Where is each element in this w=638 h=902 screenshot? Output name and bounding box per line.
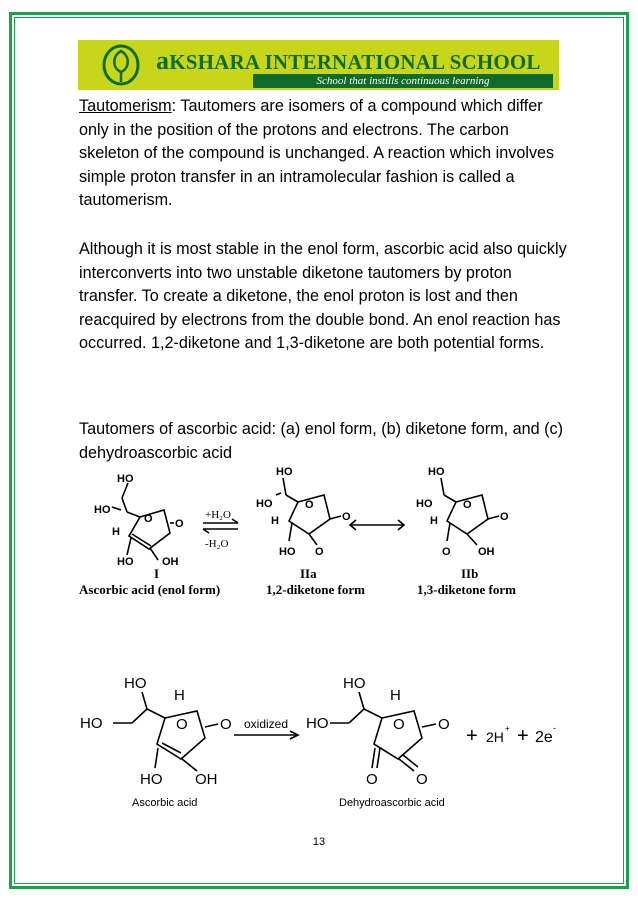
atom-label: H: [271, 515, 279, 527]
atom-label: O: [366, 771, 378, 788]
electron-charge: -: [553, 723, 556, 733]
atom-label: HO: [117, 556, 134, 568]
electron-term: 2e: [535, 729, 553, 746]
atom-label: O: [342, 511, 351, 523]
atom-label: O: [393, 716, 405, 733]
atom-label: HO: [306, 715, 329, 732]
atom-label: O: [315, 546, 324, 558]
atom-label: OH: [162, 556, 179, 568]
plus-sign: +: [517, 725, 529, 747]
atom-label: HO: [428, 466, 445, 478]
proton-term: 2H: [486, 729, 504, 745]
atom-label: O: [438, 716, 450, 733]
atom-label: HO: [343, 675, 366, 692]
atom-label: O: [463, 499, 472, 511]
structure-IIb-caption: 1,3-diketone form: [417, 582, 516, 597]
oxidized-arrow-label: oxidized: [244, 717, 289, 731]
figure-intro-paragraph: Tautomers of ascorbic acid: (a) enol form, (b) diketone form, and (c) dehydroascorbic acid: [79, 420, 564, 462]
atom-label: HO: [256, 498, 273, 510]
atom-label: O: [176, 716, 188, 733]
school-tagline: School that instills continuous learning: [316, 75, 490, 87]
product-caption: Dehydroascorbic acid: [339, 797, 445, 809]
atom-label: HO: [279, 546, 296, 558]
structure-IIa-caption: 1,2-diketone form: [266, 582, 365, 597]
atom-label: HO: [80, 715, 103, 732]
proton-charge: +: [505, 724, 510, 733]
atom-label: O: [144, 513, 153, 525]
atom-label: HO: [140, 771, 163, 788]
plus-sign: +: [466, 725, 478, 747]
atom-label: H: [390, 687, 401, 704]
atom-label: O: [175, 518, 184, 530]
structure-I-numeral: I: [154, 566, 160, 581]
atom-label: HO: [416, 498, 433, 510]
equilibrium-forward-label: +H₂O: [205, 509, 231, 521]
atom-label: HO: [124, 675, 147, 692]
atom-label: HO: [117, 473, 134, 485]
atom-label: O: [305, 499, 314, 511]
equilibrium-reverse-label: -H₂O: [205, 538, 229, 550]
structure-IIa-numeral: IIa: [300, 566, 317, 581]
atom-label: O: [416, 771, 428, 788]
atom-label: O: [220, 716, 232, 733]
page-number: 13: [312, 836, 326, 848]
atom-label: O: [442, 546, 451, 558]
structure-IIb-numeral: IIb: [461, 566, 479, 581]
tautomerism-definition: : Tautomers are isomers of a compound which differ only in the position of the protons and electrons. The carbon skeleton of the compound is unchanged. A reaction which involves simple proton transfer in an intramolecular fashion is called a tautomerism.: [79, 97, 555, 209]
structure-I-caption: Ascorbic acid (enol form): [79, 582, 221, 597]
atom-label: H: [174, 687, 185, 704]
atom-label: H: [430, 515, 438, 527]
atom-label: HO: [276, 466, 293, 478]
tautomerism-term: Tautomerism: [79, 97, 172, 115]
atom-label: HO: [94, 504, 111, 516]
school-name: aKSHARA INTERNATIONAL SCHOOL: [156, 46, 541, 75]
reactant-caption: Ascorbic acid: [132, 797, 198, 809]
ascorbic-paragraph: Although it is most stable in the enol form, ascorbic acid also quickly interconverts into two unstable diketone tautomers by proton transfer. To create a diketone, the enol proton is lost and then reacquired by electrons from the double bond. An enol reaction has occurred. 1,2-diketone and 1,3-diketone are both potential forms.: [79, 240, 567, 352]
atom-label: O: [500, 511, 509, 523]
atom-label: OH: [478, 546, 495, 558]
atom-label: OH: [195, 771, 218, 788]
atom-label: H: [112, 526, 120, 538]
